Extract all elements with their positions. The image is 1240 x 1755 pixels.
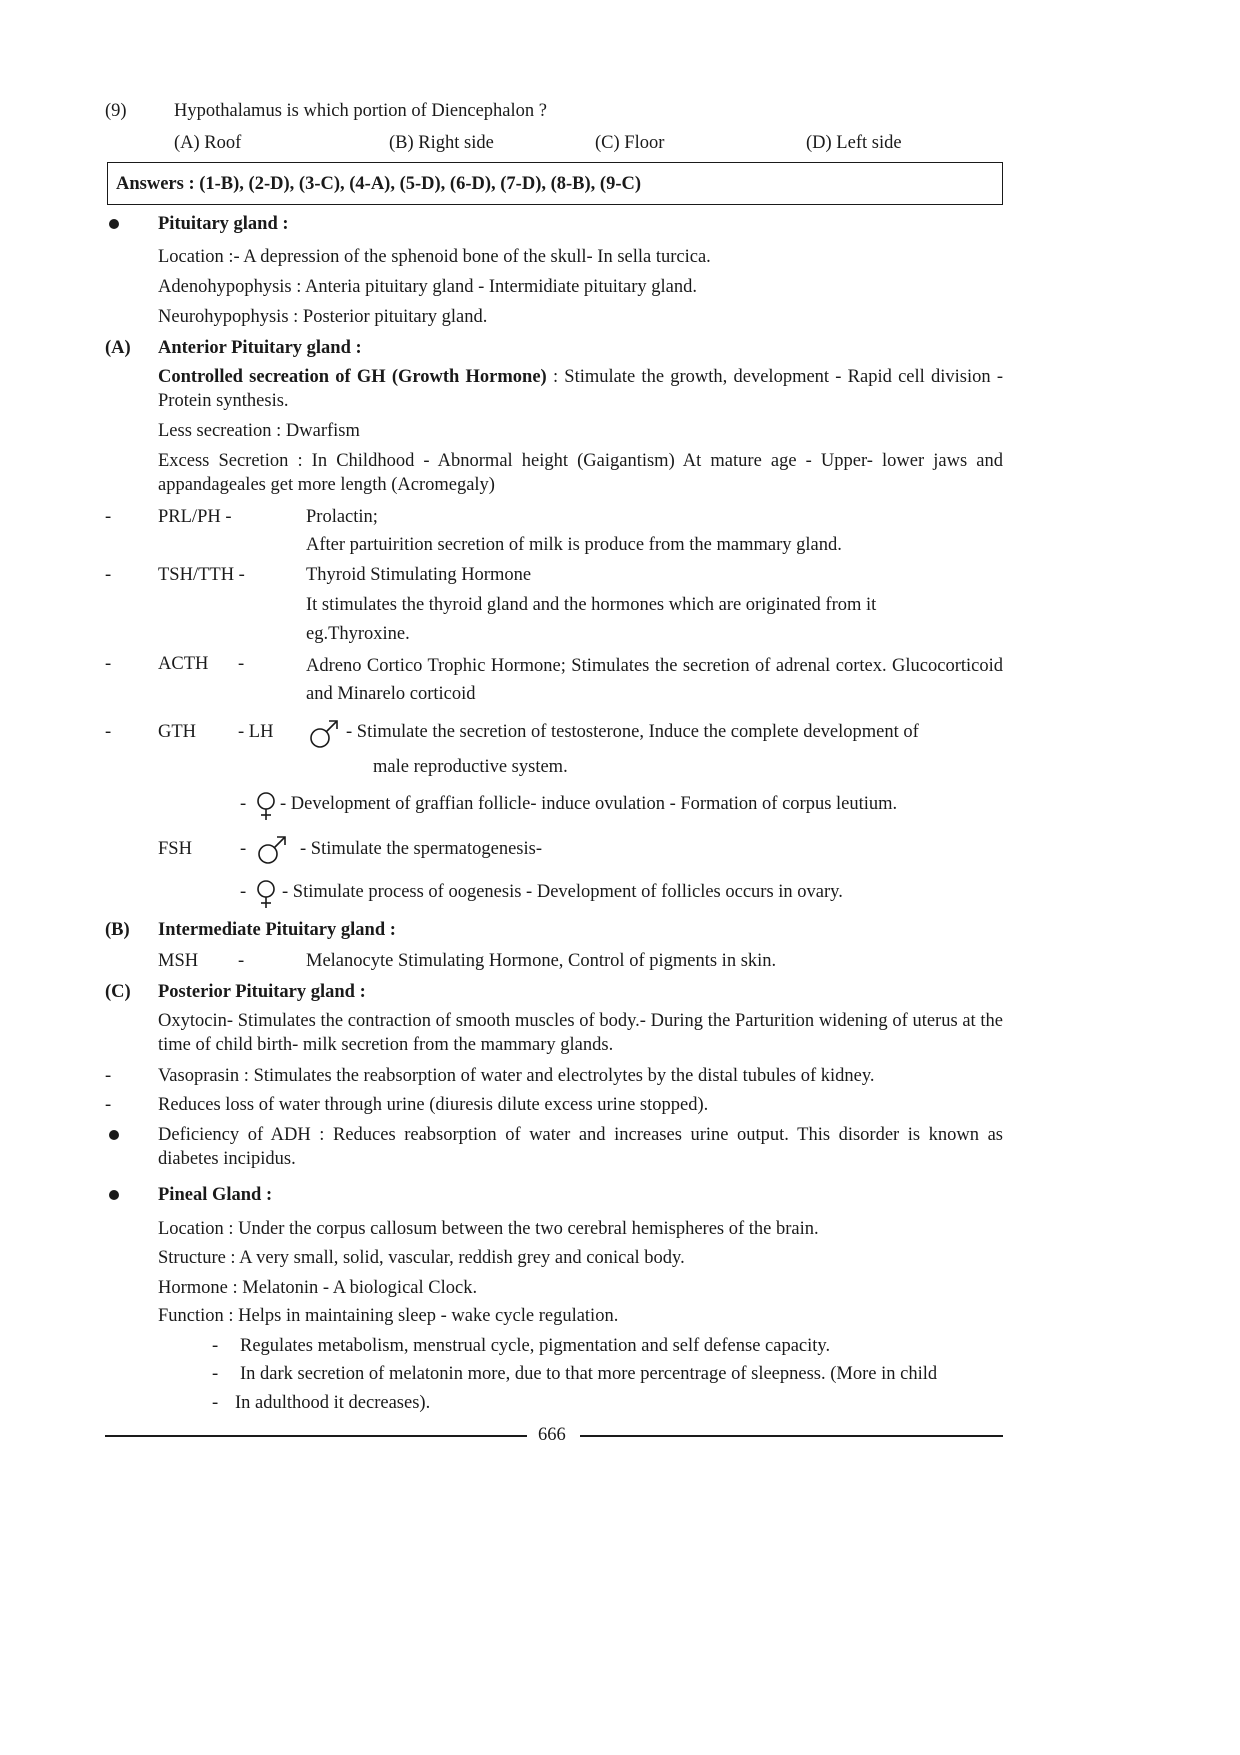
gth-label: GTH: [158, 722, 197, 742]
pineal-function-item-3: In adulthood it decreases).: [235, 1393, 431, 1413]
answers-text: Answers : (1-B), (2-D), (3-C), (4-A), (5-D), (6-D), (7-D), (8-B), (9-C): [116, 174, 642, 194]
section-label-b: (B): [105, 920, 130, 940]
bullet-icon: [109, 1190, 119, 1200]
question-number: (9): [105, 101, 127, 121]
anterior-heading: Anterior Pituitary gland :: [158, 338, 362, 358]
gh-paragraph: [158, 365, 1003, 413]
excess-secretion: Excess Secretion : In Childhood - Abnormal height (Gaigantism) At mature age - Upper- lower jaws and appandageales get more length (Acromegaly): [158, 451, 1003, 495]
acth-label: ACTH: [158, 654, 209, 674]
less-secretion: Less secreation : Dwarfism: [158, 421, 360, 441]
gh-rest: : Stimulate the growth, development - Rapid cell division - Protein synthesis.: [158, 367, 1003, 411]
lh-label: - LH: [238, 722, 274, 742]
prl-line-2: After partuirition secretion of milk is produce from the mammary gland.: [306, 535, 842, 555]
lh-female-text: - Development of graffian follicle- induce ovulation - Formation of corpus leutium.: [280, 794, 898, 814]
dash: -: [105, 654, 112, 674]
option-b: (B) Right side: [389, 133, 494, 153]
dash: -: [105, 507, 112, 527]
prl-label: PRL/PH -: [158, 507, 232, 527]
adh-deficiency-paragraph: Deficiency of ADH : Reduces reabsorption of water and increases urine output. This disorder is known as diabetes incipidus.: [158, 1125, 1003, 1169]
adenohypophysis: Adenohypophysis : Anteria pituitary gland - Intermidiate pituitary gland.: [158, 277, 697, 297]
dash: -: [105, 565, 112, 585]
oxytocin-paragraph: Oxytocin- Stimulates the contraction of smooth muscles of body.- During the Parturition widening of uterus at the time of child birth- milk secretion from the mammary glands.: [158, 1011, 1003, 1055]
pineal-hormone: Hormone : Melatonin - A biological Clock.: [158, 1278, 478, 1298]
msh-text: Melanocyte Stimulating Hormone, Control of pigments in skin.: [306, 951, 777, 971]
footer-rule-left: [105, 1435, 527, 1437]
footer-rule-right: [580, 1435, 1003, 1437]
dash: -: [238, 654, 245, 674]
reduces-water-loss-text: Reduces loss of water through urine (diuresis dilute excess urine stopped).: [158, 1095, 709, 1115]
vasopressin-text: Vasoprasin : Stimulates the reabsorption of water and electrolytes by the distal tubules of kidney.: [158, 1066, 875, 1086]
section-label-a: (A): [105, 338, 131, 358]
pituitary-location: Location :- A depression of the sphenoid bone of the skull- In sella turcica.: [158, 247, 711, 267]
prl-line-1: Prolactin;: [306, 507, 378, 527]
pituitary-heading: Pituitary gland :: [158, 214, 289, 234]
dash: -: [212, 1393, 219, 1413]
dash: -: [212, 1364, 219, 1384]
dash: -: [105, 1066, 112, 1086]
msh-label: MSH: [158, 951, 199, 971]
dash: -: [238, 951, 245, 971]
lh-male-line-2: male reproductive system.: [373, 757, 568, 777]
dash: -: [105, 1095, 112, 1115]
question-text: Hypothalamus is which portion of Diencephalon ?: [174, 101, 547, 121]
dash: -: [212, 1336, 219, 1356]
dash: -: [240, 882, 247, 902]
option-c: (C) Floor: [595, 133, 665, 153]
gh-bold: Controlled secreation of GH (Growth Hormone): [158, 367, 547, 387]
tsh-line-3: eg.Thyroxine.: [306, 624, 410, 644]
pineal-heading: Pineal Gland :: [158, 1185, 273, 1205]
pineal-function: Function : Helps in maintaining sleep - wake cycle regulation.: [158, 1306, 619, 1326]
bullet-icon: [109, 1130, 119, 1140]
dash: -: [240, 794, 247, 814]
dash: -: [240, 839, 247, 859]
page-number: 666: [538, 1425, 566, 1445]
section-label-c: (C): [105, 982, 131, 1002]
option-a: (A) Roof: [174, 133, 242, 153]
tsh-line-1: Thyroid Stimulating Hormone: [306, 565, 532, 585]
fsh-female-text: - Stimulate process of oogenesis - Development of follicles occurs in ovary.: [282, 882, 843, 902]
male-symbol-icon: [306, 717, 342, 751]
pineal-location: Location : Under the corpus callosum between the two cerebral hemispheres of the brain.: [158, 1219, 819, 1239]
fsh-male-text: - Stimulate the spermatogenesis-: [300, 839, 542, 859]
male-symbol-icon: [254, 833, 290, 867]
fsh-label: FSH: [158, 839, 192, 859]
female-symbol-icon: [254, 790, 278, 822]
lh-male-line-1: - Stimulate the secretion of testosterone, Induce the complete development of: [346, 722, 919, 742]
female-symbol-icon: [254, 878, 278, 910]
option-d: (D) Left side: [806, 133, 902, 153]
bullet-icon: [109, 219, 119, 229]
answers-box: [107, 162, 1003, 205]
neurohypophysis: Neurohypophysis : Posterior pituitary gland.: [158, 307, 488, 327]
posterior-heading: Posterior Pituitary gland :: [158, 982, 366, 1002]
dash: -: [105, 722, 112, 742]
pineal-function-item-1: Regulates metabolism, menstrual cycle, pigmentation and self defense capacity.: [240, 1336, 831, 1356]
tsh-label: TSH/TTH -: [158, 565, 245, 585]
pineal-structure: Structure : A very small, solid, vascular, reddish grey and conical body.: [158, 1248, 685, 1268]
tsh-line-2: It stimulates the thyroid gland and the hormones which are originated from it: [306, 595, 877, 615]
intermediate-heading: Intermediate Pituitary gland :: [158, 920, 396, 940]
pineal-function-item-2: In dark secretion of melatonin more, due to that more percentrage of sleepness. (More in child: [240, 1364, 938, 1384]
acth-text: Adreno Cortico Trophic Hormone; Stimulates the secretion of adrenal cortex. Glucocorticoid and Minarelo corticoid: [306, 656, 1003, 704]
